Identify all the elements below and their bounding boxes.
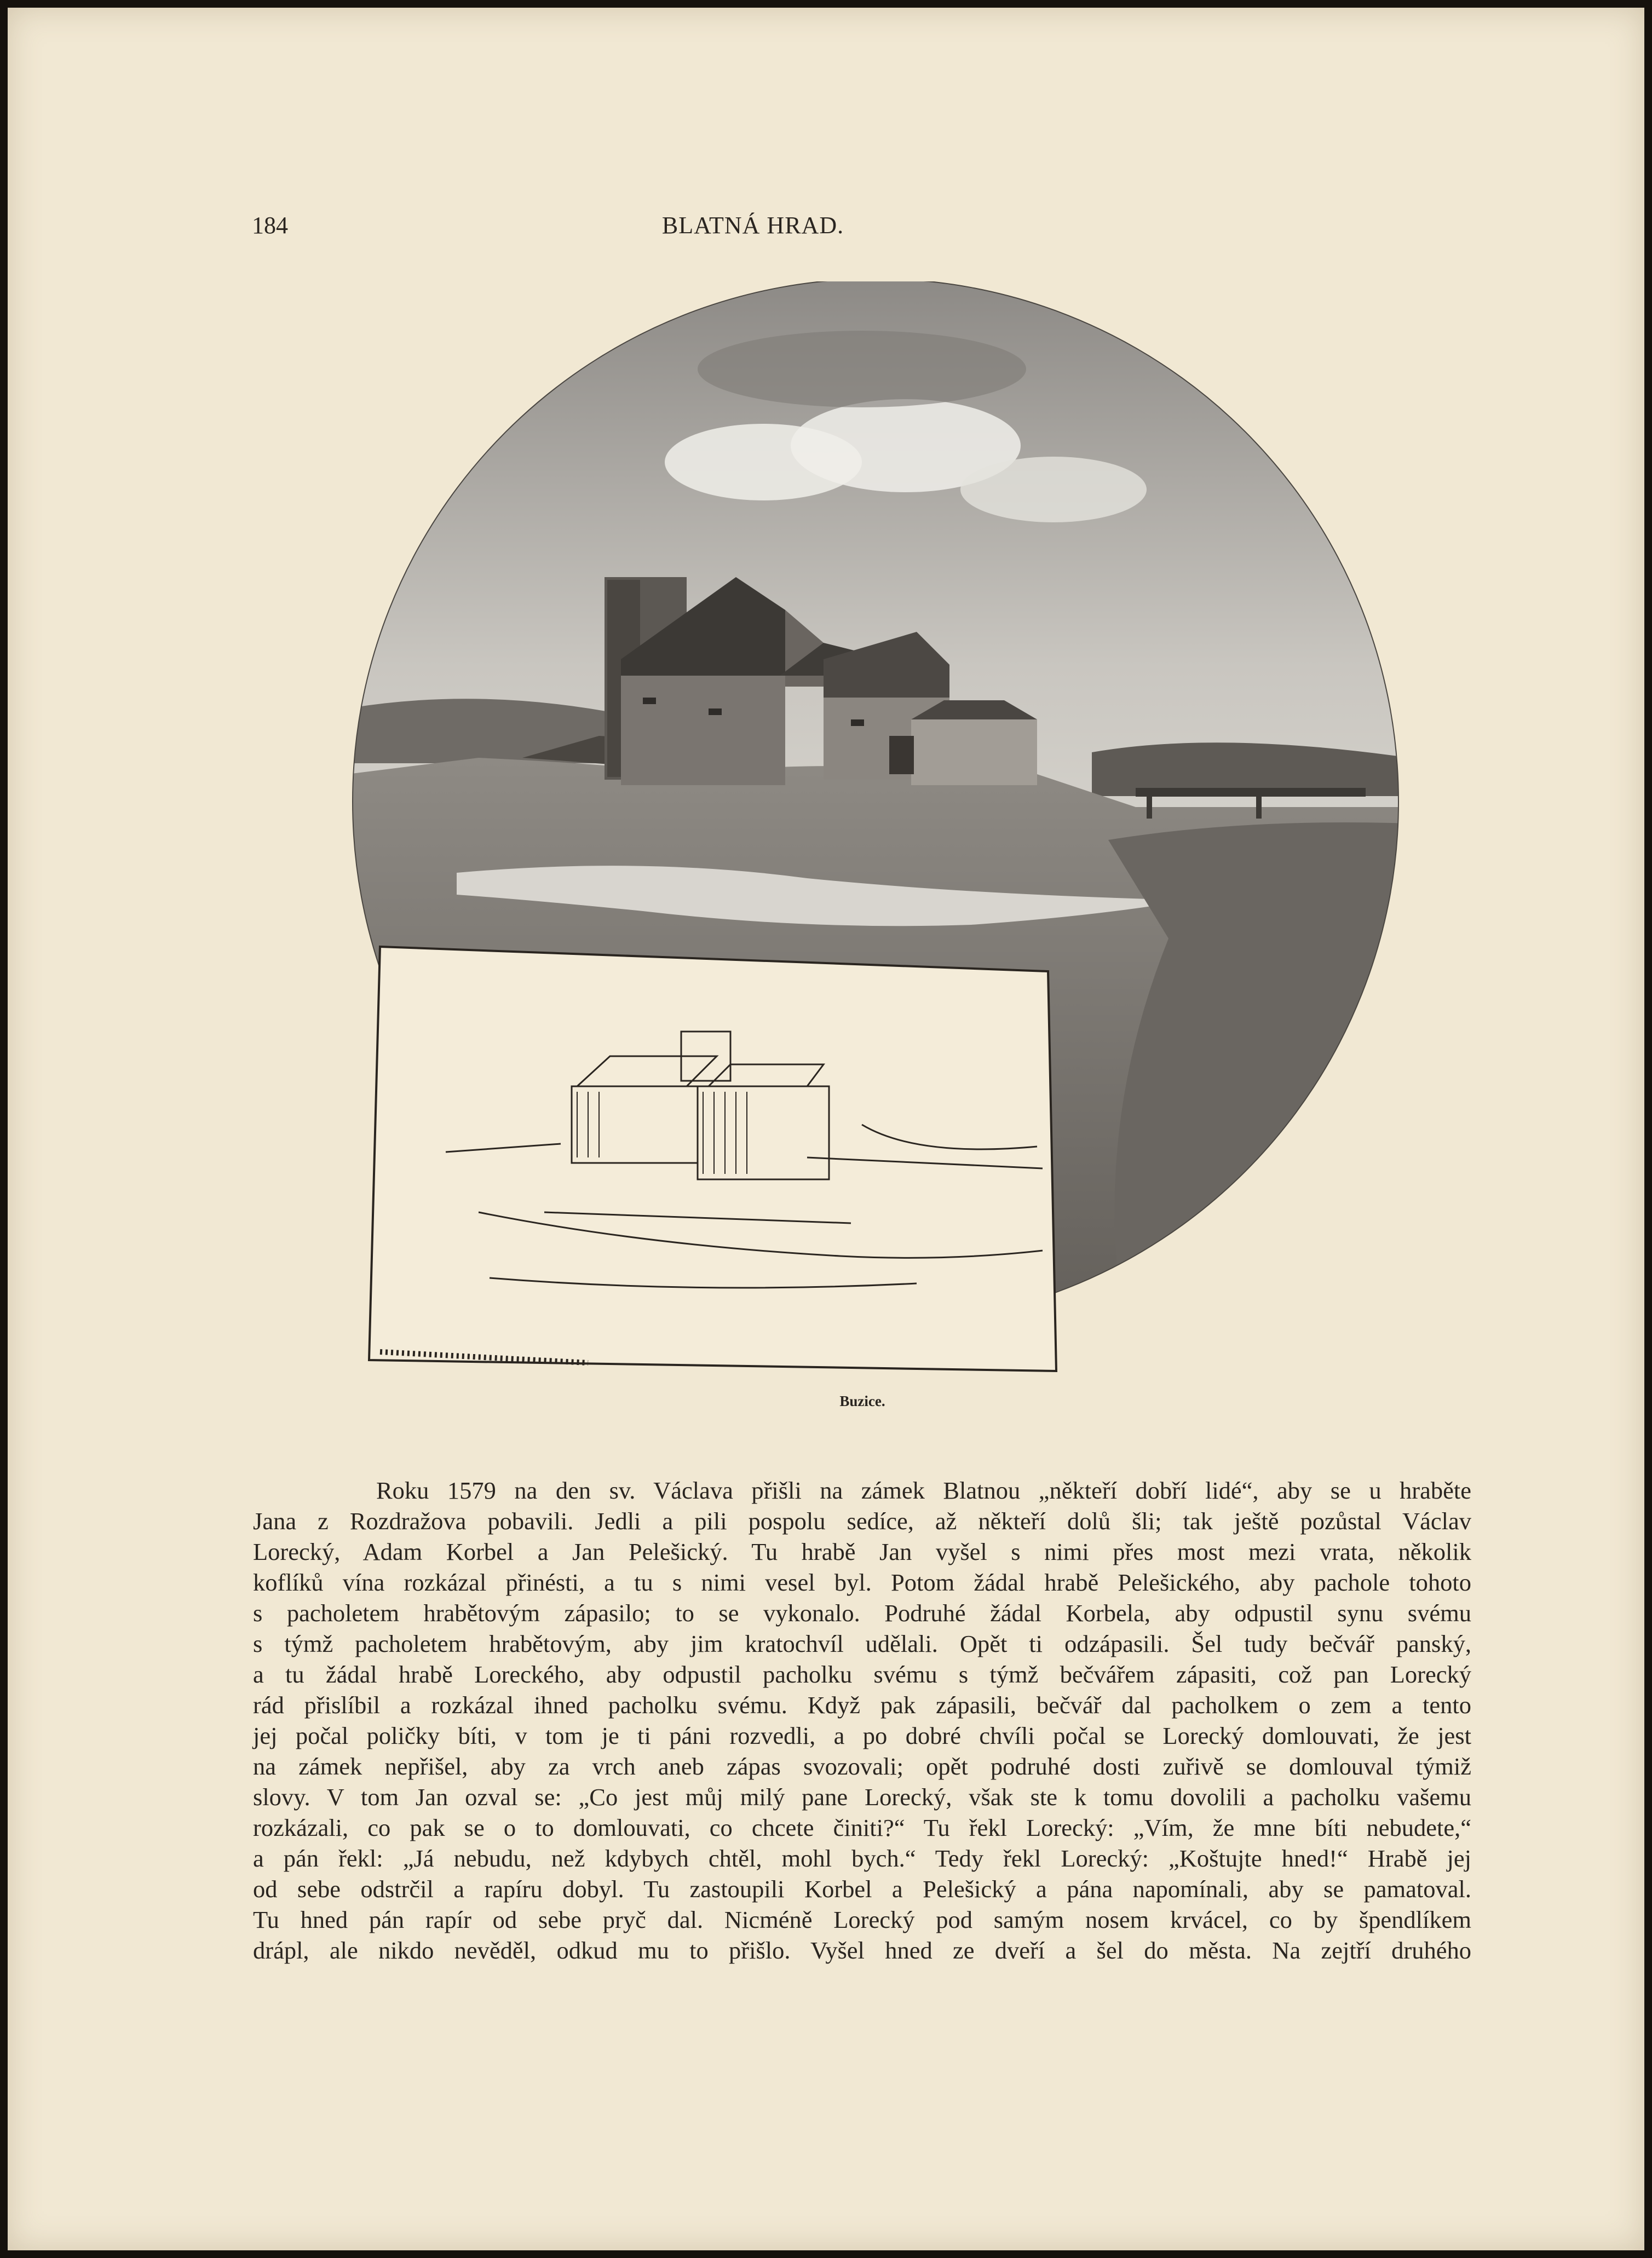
running-title: BLATNÁ HRAD. xyxy=(661,212,844,239)
inset-sketch xyxy=(369,947,1056,1371)
text-line: drápl, ale nikdo nevěděl, odkud mu to přišlo. Vyšel hned ze dveří a šel do města. Na zejtří druhého xyxy=(253,1937,1471,1964)
text-line: slovy. V tom Jan ozval se: „Co jest můj milý pane Lorecký, však ste k tomu dovolili a pacholku vašemu xyxy=(253,1783,1471,1811)
text-line: jej počal poličky bíti, v tom je ti páni rozvedli, a po dobré chvíli počal se Lorecký domlouvati, že jest xyxy=(253,1722,1471,1749)
buzice-engraving xyxy=(314,281,1409,1382)
body-text xyxy=(253,1475,1471,1966)
text-line: Roku 1579 na den sv. Václava přišli na zámek Blatnou „někteří dobří lidé“, aby se u hraběte xyxy=(376,1477,1471,1504)
text-line: rád přislíbil a rozkázal ihned pacholku svému. Když pak zápasili, bečvář dal pacholkem o zem a tento xyxy=(253,1691,1471,1719)
text-line: Jana z Rozdražova pobavili. Jedli a pili pospolu sedíce, až někteří dolů šli; tak ještě pozůstal Václav xyxy=(253,1507,1471,1535)
text-line: a tu žádal hrabě Loreckého, aby odpustil pacholku svému s týmž bečvářem zápasiti, což pan Lorecký xyxy=(253,1661,1471,1688)
text-line: na zámek nepřišel, aby za vrch aneb zápas svozovali; opět podruhé dosti zuřivě se domlouval týmiž xyxy=(253,1753,1471,1780)
text-line: s pacholetem hrabětovým zápasilo; to se vykonalo. Podruhé žádal Korbela, aby odpustil synu svému xyxy=(253,1599,1471,1627)
text-line: Lorecký, Adam Korbel a Jan Pelešický. Tu hrabě Jan vyšel s nimi přes most mezi vrata, několik xyxy=(253,1538,1471,1565)
text-line: s týmž pacholetem hrabětovým, aby jim kratochvíl udělali. Opět ti odzápasili. Šel tudy bečvář panský, xyxy=(253,1630,1471,1657)
page-number: 184 xyxy=(252,212,288,239)
castle-illustration xyxy=(314,281,1409,1382)
text-line: a pán řekl: „Já nebudu, než kdybych chtěl, mohl bych.“ Tedy řekl Lorecký: „Koštujte hned!“ Hrabě jej xyxy=(253,1845,1471,1872)
book-page xyxy=(8,8,1644,2250)
text-line: koflíků vína rozkázal přinésti, a tu s nimi vesel byl. Potom žádal hrabě Pelešického, aby pachole tohoto xyxy=(253,1569,1471,1596)
figure-caption: Buzice. xyxy=(839,1393,885,1409)
text-line: Tu hned pán rapír od sebe pryč dal. Nicméně Lorecký pod samým nosem krvácel, co by špendlíkem xyxy=(253,1906,1471,1933)
text-line: rozkázali, co pak se o to domlouvati, co chcete činiti?“ Tu řekl Lorecký: „Vím, že mne bíti nebudete,“ xyxy=(253,1814,1471,1841)
text-line: od sebe odstrčil a rapíru dobyl. Tu zastoupili Korbel a Pelešický a pána napomínali, aby se pamatoval. xyxy=(253,1875,1471,1903)
page-header xyxy=(252,211,1254,244)
